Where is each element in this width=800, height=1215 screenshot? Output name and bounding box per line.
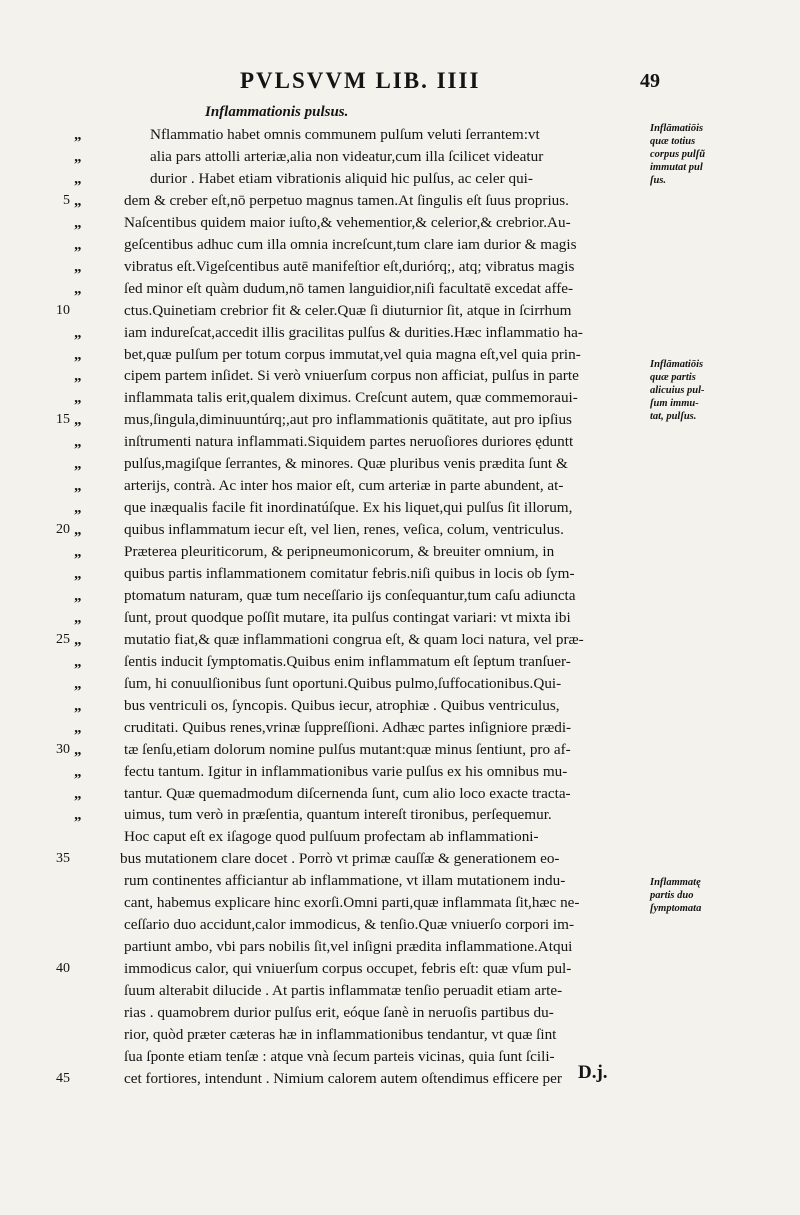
quote-mark: „ — [74, 412, 82, 428]
text-line: uimus, tum verò in præſentia, quantum intereſt tironibus, perſequemur. — [124, 806, 552, 823]
quote-mark: „ — [74, 786, 82, 802]
quote-mark: „ — [74, 478, 82, 494]
text-line: ſuum alterabit dilucide . At partis inflammatæ tenſio peruadit etiam arte- — [124, 982, 563, 999]
text-line: Naſcentibus quidem maior iuſto,& vehementior,& celerior,& crebrior.Au- — [124, 214, 571, 231]
text-line: bus ventriculi os, ſyncopis. Quibus iecur, atrophiæ . Quibus ventriculus, — [124, 697, 560, 714]
running-header — [240, 68, 660, 102]
margin-note: Inflammatę partis duo ſymptomata — [650, 877, 702, 914]
section-title: Inflammationis pulsus. — [205, 104, 349, 120]
text-line: ſed minor eſt quàm dudum,nō tamen languidior,niſi facultatē excedat affe- — [124, 280, 574, 297]
quote-mark: „ — [74, 654, 82, 670]
quote-mark: „ — [74, 237, 82, 253]
text-line: pulſus,magiſque ſerrantes, & minores. Quæ pluribus venis prædita ſunt & — [124, 455, 568, 472]
text-line: cipem partem inſidet. Si verò vniuerſum corpus non afficiat, pulſus in parte — [124, 367, 579, 384]
line-number: 20 — [56, 522, 70, 537]
line-number: 35 — [56, 851, 70, 866]
quote-mark: „ — [74, 544, 82, 560]
text-line: Hoc caput eſt ex iſagoge quod pulſuum profectam ab inflammationi- — [124, 828, 539, 845]
text-line: mutatio fiat,& quæ inflammationi congrua eſt, & quam loci natura, vel præ- — [124, 631, 584, 648]
text-line: inflammata talis erit,qualem diximus. Creſcunt autem, quæ commemoraui- — [124, 389, 578, 406]
text-line: mus,ſingula,diminuuntúrq;,aut pro inflammationis quātitate, aut pro ipſius — [124, 411, 572, 428]
line-number: 5 — [63, 193, 70, 208]
text-line: inſtrumenti natura inflammati.Siquidem partes neruoſiores duriores ęduntt — [124, 433, 574, 450]
line-number: 10 — [56, 303, 70, 318]
text-line: Præterea pleuriticorum, & peripneumonicorum, & breuiter omnium, in — [124, 543, 555, 560]
text-line: Nflammatio habet omnis communem pulſum veluti ſerrantem:vt — [150, 126, 540, 143]
quote-mark: „ — [74, 347, 82, 363]
margin-note: Inflāmatiōis quæ partis alicuius pul- ſum immu- tat, pulſus. — [650, 359, 705, 422]
quote-mark: „ — [74, 764, 82, 780]
text-line: tantur. Quæ quemadmodum diſcernenda ſunt, cum alio loco exacte tracta- — [124, 785, 571, 802]
text-line: vibratus eſt.Vigeſcentibus autē manifeſtior eſt,duriórq;, atq; vibratus magis — [124, 258, 575, 275]
quote-mark: „ — [74, 193, 82, 209]
quote-mark: „ — [74, 434, 82, 450]
text-line: quibus partis inflammationem comitatur febris.niſi quibus in locis ob ſym- — [124, 565, 575, 582]
quote-mark: „ — [74, 676, 82, 692]
line-number: 40 — [56, 961, 70, 976]
margin-note: Inflāmatiōis quæ totius corpus pulſũ immutat pul ſus. — [650, 123, 706, 186]
quote-mark: „ — [74, 390, 82, 406]
quote-mark: „ — [74, 259, 82, 275]
text-line: que inæqualis facile fit inordinatúſque. Ex his liquet,qui pulſus ſit illorum, — [124, 499, 573, 516]
line-number: 30 — [56, 742, 70, 757]
quote-mark: „ — [74, 215, 82, 231]
text-line: dem & creber eſt,nō perpetuo magnus tamen.At ſingulis eſt ſuus proprius. — [124, 192, 569, 209]
text-line: rior, quòd præter cæteras hæ in inflammationibus tendantur, vt quæ ſint — [124, 1026, 557, 1043]
quote-mark: „ — [74, 456, 82, 472]
quote-mark: „ — [74, 149, 82, 165]
line-number: 15 — [56, 412, 70, 427]
quote-mark: „ — [74, 566, 82, 582]
text-line: partiunt ambo, vbi pars nobilis ſit,vel inſigni prædita inflammatione.Atqui — [124, 938, 573, 955]
text-line: bet,quæ pulſum per totum corpus immutat,vel quia magna eſt,vel quia prin- — [124, 346, 581, 363]
text-line: alia pars attolli arteriæ,alia non videatur,cum illa ſcilicet videatur — [150, 148, 544, 165]
text-line: cruditati. Quibus renes,vrinæ ſuppreſſioni. Adhæc partes inſigniore prædi- — [124, 719, 572, 736]
text-line: tæ ſenſu,etiam dolorum nomine pulſus mutant:quæ minus ſentiunt, pro af- — [124, 741, 571, 758]
text-line: quibus inflammatum iecur eſt, vel lien, renes, veſica, colum, ventriculus. — [124, 521, 564, 538]
text-line: iam indureſcat,accedit illis gracilitas pulſus & durities.Hæc inflammatio ha- — [124, 324, 583, 341]
text-line: arterijs, contrà. Ac inter hos maior eſt, cum arteriæ in parte abundent, at- — [124, 477, 564, 494]
line-number: 45 — [56, 1071, 70, 1086]
quote-mark: „ — [74, 325, 82, 341]
text-line: cet fortiores, intendunt . Nimium calorem autem oſtendimus efficere per — [124, 1070, 562, 1087]
quote-mark: „ — [74, 742, 82, 758]
text-line: bus mutationem clare docet . Porrò vt primæ cauſſæ & generationem eo- — [120, 850, 560, 867]
signature-mark: D.j. — [578, 1062, 608, 1083]
text-line: ſua ſponte etiam tenſæ : atque vnà ſecum parteis vicinas, quia ſunt ſcili- — [124, 1048, 555, 1065]
text-line: cant, habemus explicare hinc exorſi.Omni parti,quæ inflammata ſit,hæc ne- — [124, 894, 580, 911]
text-line: ſentis inducit ſymptomatis.Quibus enim inflammatum eſt ſeptum tranſuer- — [124, 653, 571, 670]
quote-mark: „ — [74, 500, 82, 516]
quote-mark: „ — [74, 698, 82, 714]
text-line: fectu tantum. Igitur in inflammationibus varie pulſus ex his omnibus mu- — [124, 763, 568, 780]
quote-mark: „ — [74, 588, 82, 604]
text-line: rum continentes afficiantur ab inflammatione, vt illam mutationem indu- — [124, 872, 566, 889]
text-line: ſum, hi conuulſionibus ſunt oportuni.Quibus pulmo,ſuffocationibus.Qui- — [124, 675, 562, 692]
page-number: 49 — [640, 70, 660, 92]
quote-mark: „ — [74, 632, 82, 648]
text-line: ptomatum naturam, quæ tum neceſſario ijs conſequantur,tum caſu adiuncta — [124, 587, 576, 604]
quote-mark: „ — [74, 610, 82, 626]
line-number: 25 — [56, 632, 70, 647]
text-line: durior . Habet etiam vibrationis aliquid hic pulſus, ac celer qui- — [150, 170, 533, 187]
quote-mark: „ — [74, 171, 82, 187]
text-line: rias . quamobrem durior pulſus erit, eóque ſanè in neruoſis partibus du- — [124, 1004, 554, 1021]
quote-mark: „ — [74, 281, 82, 297]
quote-mark: „ — [74, 368, 82, 384]
quote-mark: „ — [74, 720, 82, 736]
quote-mark: „ — [74, 807, 82, 823]
quote-mark: „ — [74, 522, 82, 538]
text-line: ctus.Quinetiam crebrior fit & celer.Quæ ſi diuturnior ſit, atque in ſcirrhum — [124, 302, 572, 319]
text-line: geſcentibus adhuc cum illa omnia increſcunt,tum clare iam durior & magis — [124, 236, 577, 253]
text-line: ſunt, prout quodque poſſit mutare, ita pulſus contingat variari: vt mixta ibi — [124, 609, 571, 626]
quote-mark: „ — [74, 127, 82, 143]
text-line: ceſſario duo accidunt,calor immodicus, & tenſio.Quæ vniuerſo corpori im- — [124, 916, 575, 933]
text-line: immodicus calor, qui vniuerſum corpus occupet, febris eſt: quæ vſum pul- — [124, 960, 572, 977]
header-title: PVLSVVM LIB. IIII — [240, 68, 481, 93]
